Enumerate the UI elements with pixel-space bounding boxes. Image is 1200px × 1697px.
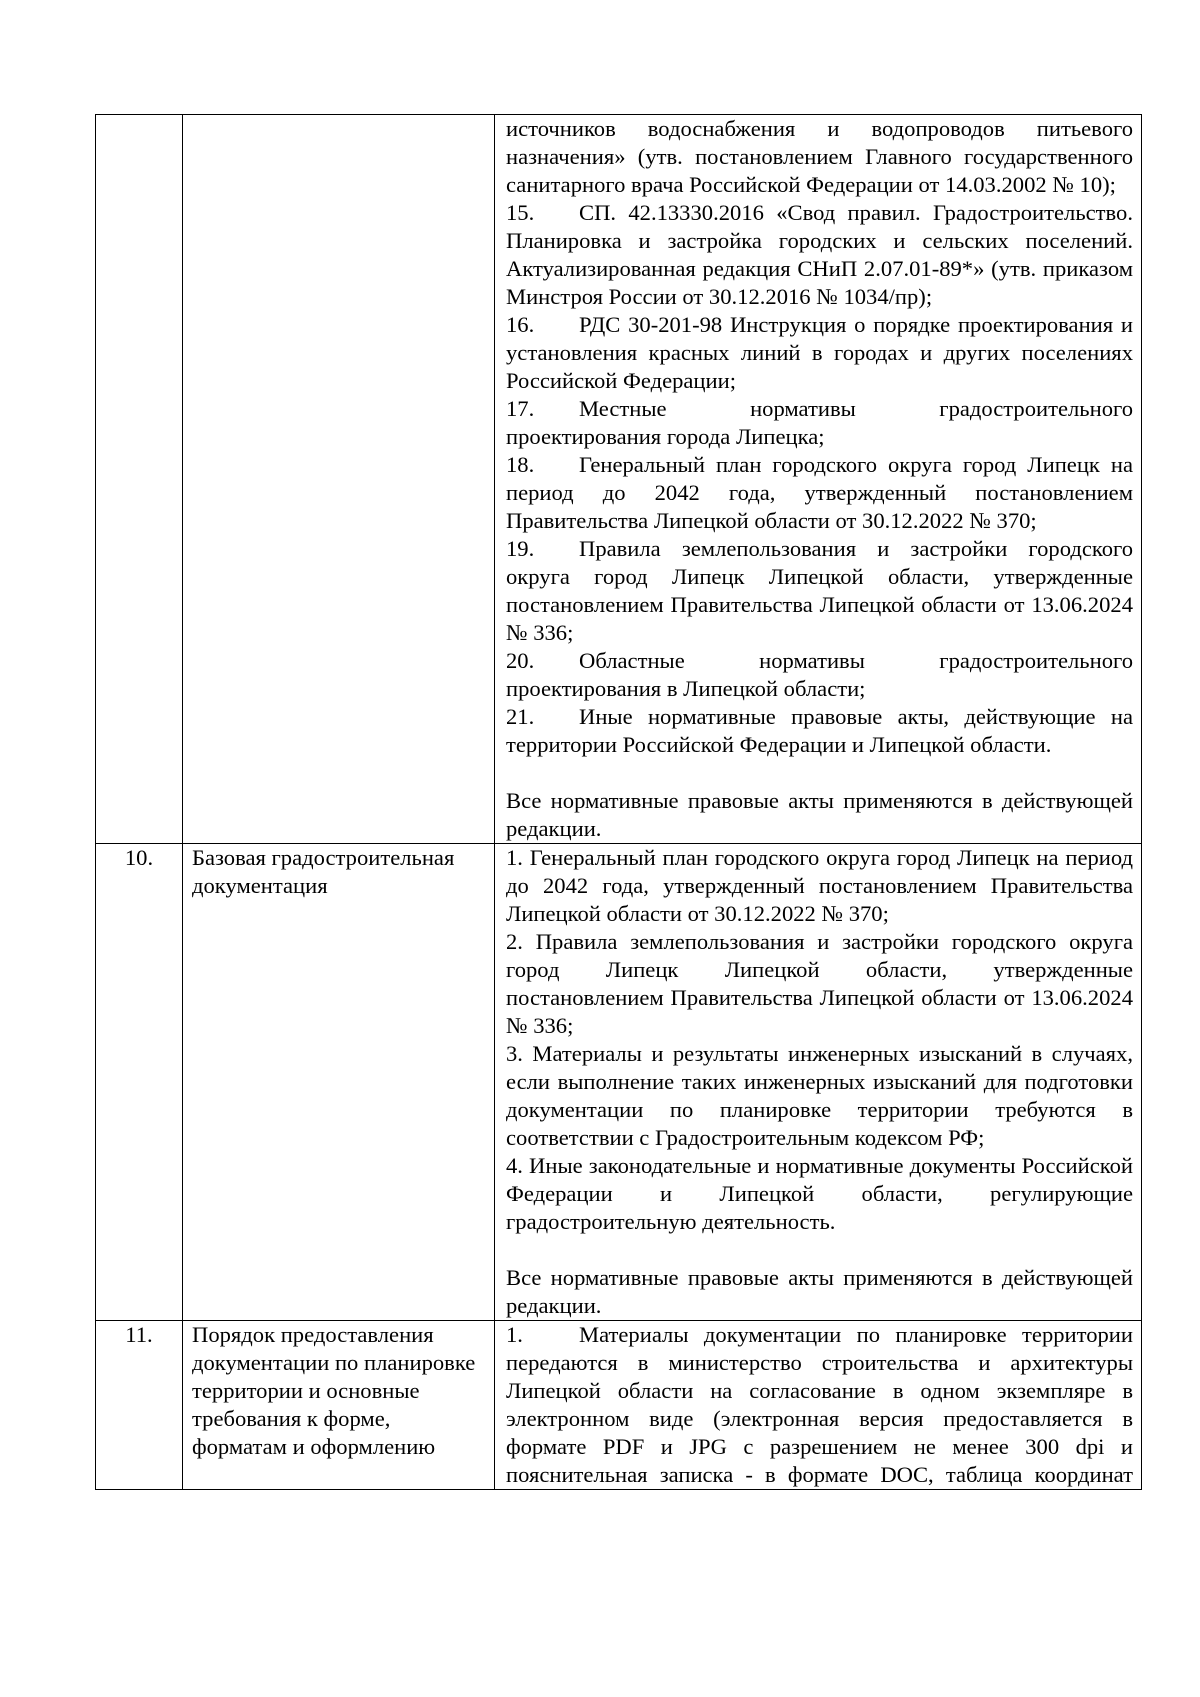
list-item: 16. РДС 30-201-98 Инструкция о порядке проектирования и установления красных линий в городах и других поселениях Российской Федерации; [506,312,1133,393]
row-footer-note: Все нормативные правовые акты применяются в действующей редакции. [506,788,1133,841]
row-content [495,844,1142,1321]
spacer [506,1236,1133,1264]
row-number: 11. [96,1321,183,1490]
row-number [96,115,183,844]
row-title [183,115,495,844]
spacer [506,759,1133,787]
row-number: 10. [96,844,183,1321]
row-footer-note: Все нормативные правовые акты применяются в действующей редакции. [506,1265,1133,1318]
list-item: 18. Генеральный план городского округа город Липецк на период до 2042 года, утвержденный постановлением Правительства Липецкой области от 30.12.2022 № 370; [506,452,1133,533]
row-content [495,1321,1142,1490]
row-content [495,115,1142,844]
list-item: источников водоснабжения и водопроводов питьевого назначения» (утв. постановлением Главного государственного санитарного врача Российской Федерации от 14.03.2002 № 10); [506,116,1133,197]
list-item: 20. Областные нормативы градостроительного проектирования в Липецкой области; [506,648,1133,701]
list-item: 3. Материалы и результаты инженерных изысканий в случаях, если выполнение таких инженерных изысканий для подготовки документации по планировке территории требуются в соответствии с Градостроительным кодексом РФ; [506,1041,1133,1150]
document-table [95,114,1142,1490]
table-row [96,844,1142,1321]
table-row [96,1321,1142,1490]
list-item: 1. Генеральный план городского округа город Липецк на период до 2042 года, утвержденный постановлением Правительства Липецкой области от 30.12.2022 № 370; [506,845,1133,926]
list-item: 19. Правила землепользования и застройки городского округа город Липецк Липецкой области, утвержденные постановлением Правительства Липецкой области от 13.06.2024 № 336; [506,536,1133,645]
list-item: 15. СП. 42.13330.2016 «Свод правил. Градостроительство. Планировка и застройка городских и сельских поселений. Актуализированная редакция СНиП 2.07.01-89*» (утв. приказом Минстроя России от 30.12.2016 № 1034/пр); [506,200,1133,309]
list-item: 21. Иные нормативные правовые акты, действующие на территории Российской Федерации и Липецкой области. [506,704,1133,757]
list-item: 2. Правила землепользования и застройки городского округа город Липецк Липецкой области, утвержденные постановлением Правительства Липецкой области от 13.06.2024 № 336; [506,929,1133,1038]
list-item: 17. Местные нормативы градостроительного проектирования города Липецка; [506,396,1133,449]
list-item: 4. Иные законодательные и нормативные документы Российской Федерации и Липецкой области, регулирующие градостроительную деятельность. [506,1153,1133,1234]
row-title: Базовая градостроительная документация [183,844,495,1321]
list-item: 1. Материалы документации по планировке территории передаются в министерство строительства и архитектуры Липецкой области на согласование в одном экземпляре в электронном виде (электронная версия предоставляется в формате PDF и JPG с разрешением не менее 300 dpi и пояснительная записка - в формате DOC, таблица координат [506,1322,1133,1487]
row-title: Порядок предоставления документации по планировке территории и основные требования к форме, форматам и оформлению [183,1321,495,1490]
table-row [96,115,1142,844]
